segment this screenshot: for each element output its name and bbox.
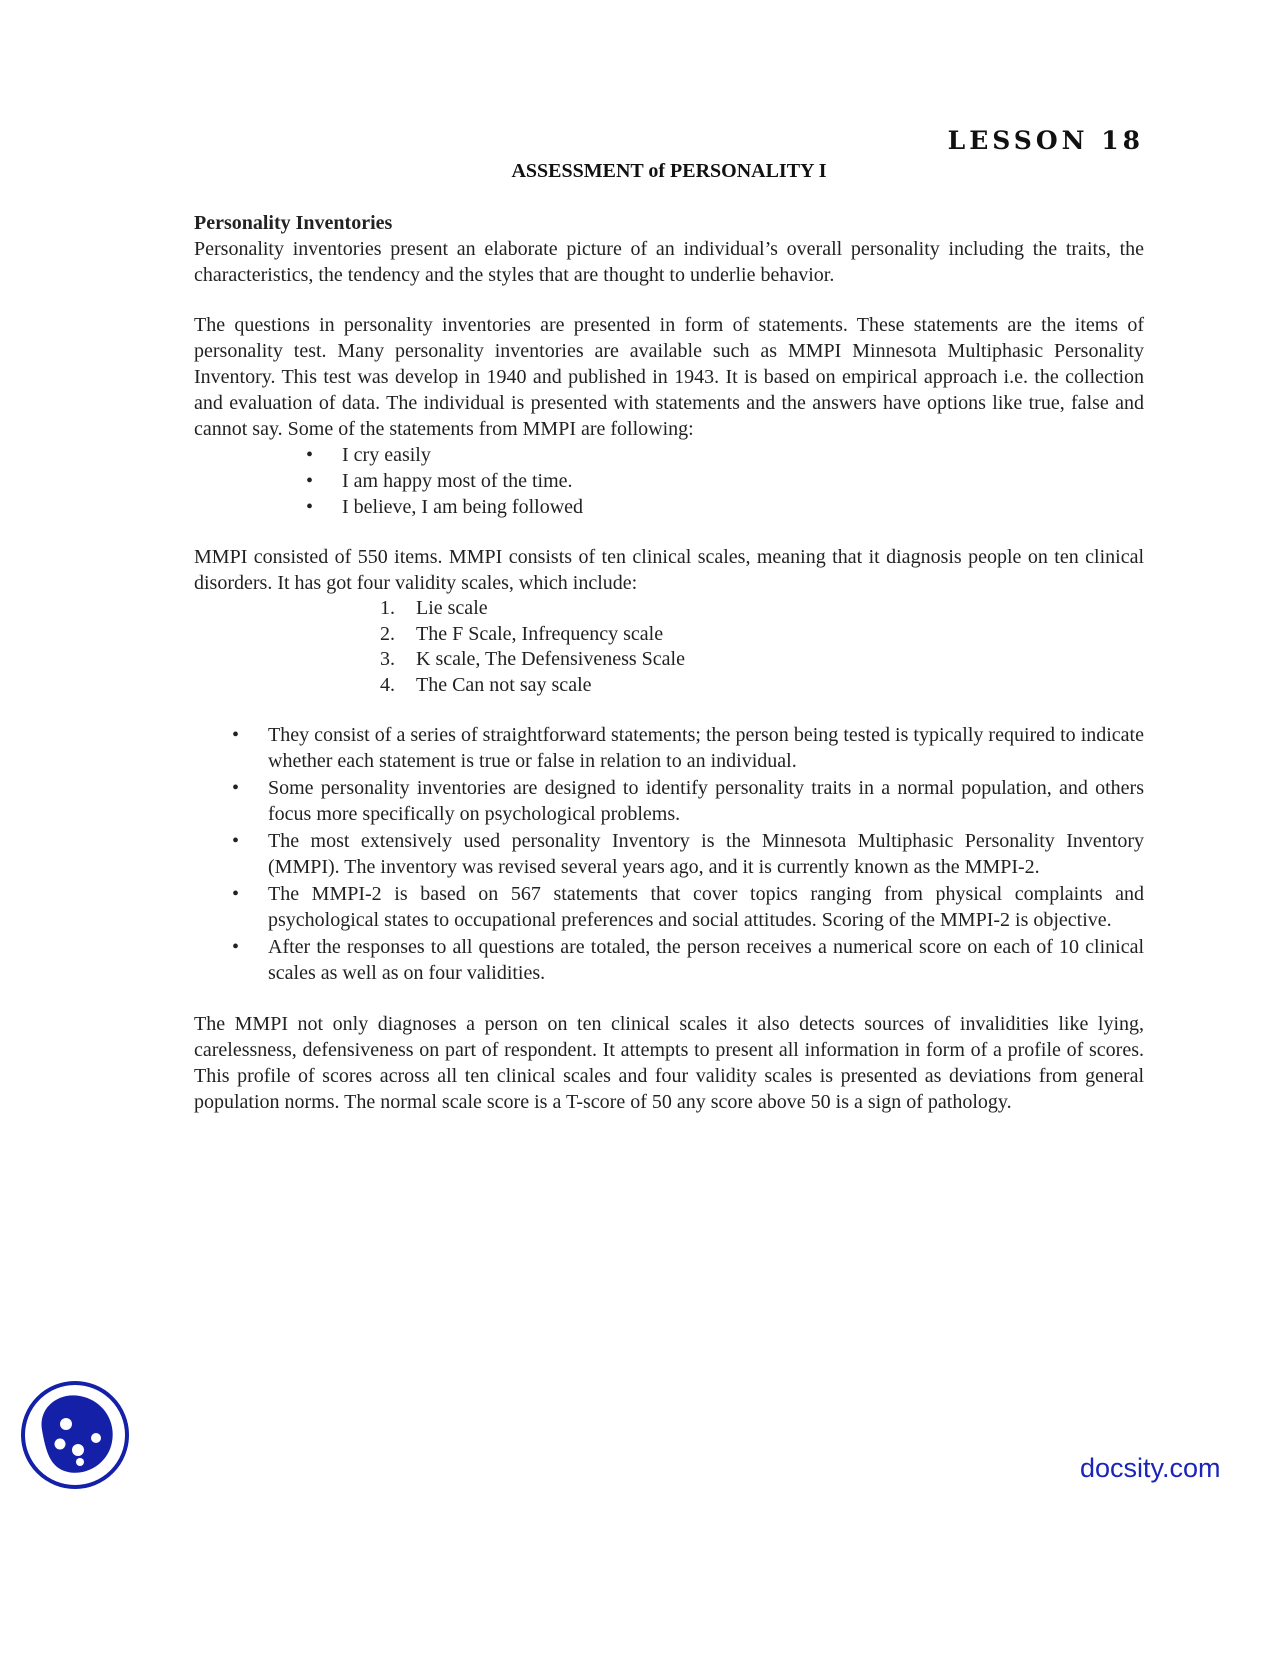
bullet-icon: • (306, 444, 314, 466)
section-heading: Personality Inventories (194, 212, 393, 234)
list-item: • The MMPI-2 is based on 567 statements that cover topics ranging from physical complaints and psychological states to occupational preferences and social attitudes. Scoring of the MMPI-2 is objective. (232, 883, 1144, 931)
mmpi-statements-list (194, 442, 1144, 520)
bullet-icon: • (232, 724, 240, 746)
docsity-link[interactable]: docsity.com (1080, 1453, 1221, 1483)
key-points-list (194, 722, 1144, 986)
bullet-icon: • (232, 777, 240, 799)
lesson-number: LESSON 18 (947, 126, 1144, 155)
list-item: 3. K scale, The Defensiveness Scale (380, 648, 685, 670)
bullet-icon: • (306, 470, 314, 492)
bullet-icon: • (232, 830, 240, 852)
list-item: • They consist of a series of straightforward statements; the person being tested is typically required to indicate whether each statement is true or false in relation to an individual. (232, 724, 1144, 772)
list-item: • I cry easily (306, 444, 431, 466)
intro-paragraph: Personality inventories present an elaborate picture of an individual’s overall personality including the traits, the characteristics, the tendency and the styles that are thought to underlie behavior. (194, 238, 1144, 286)
bullet-icon: • (232, 883, 240, 905)
list-item: • The most extensively used personality Inventory is the Minnesota Multiphasic Personality Inventory (MMPI). The inventory was revised several years ago, and it is currently known as the MMPI-2. (232, 830, 1144, 878)
docsity-logo-icon[interactable] (20, 1380, 130, 1490)
list-item: • Some personality inventories are designed to identify personality traits in a normal population, and others focus more specifically on psychological problems. (232, 777, 1144, 825)
bullet-icon: • (232, 936, 240, 958)
validity-scales-list (194, 596, 1144, 698)
list-item: 4. The Can not say scale (380, 673, 592, 696)
statements-paragraph: The questions in personality inventories are presented in form of statements. These statements are the items of personality test. Many personality inventories are available such as MMPI Minnesota Multiphasic Personality Inventory. This test was develop in 1940 and published in 1943. It is based on empirical approach i.e. the collection and evaluation of data. The individual is presented with statements and the answers have options like true, false and cannot say. Some of the statements from MMPI are following: (194, 314, 1144, 440)
validity-paragraph: MMPI consisted of 550 items. MMPI consists of ten clinical scales, meaning that it diagnosis people on ten clinical disorders. It has got four validity scales, which include: (194, 546, 1144, 594)
list-item: 1. Lie scale (380, 597, 488, 619)
document-body (194, 210, 1144, 1115)
bullet-icon: • (306, 496, 314, 518)
page-title: ASSESSMENT of PERSONALITY I (511, 160, 827, 182)
closing-paragraph: The MMPI not only diagnoses a person on ten clinical scales it also detects sources of invalidities like lying, carelessness, defensiveness on part of respondent. It attempts to present all information in form of a profile of scores. This profile of scores across all ten clinical scales and four validity scales is presented as deviations from general population norms. The normal scale score is a T-score of 50 any score above 50 is a sign of pathology. (194, 1013, 1144, 1113)
list-item: 2. The F Scale, Infrequency scale (380, 622, 664, 645)
list-item: • I believe, I am being followed (306, 496, 584, 518)
list-item: • I am happy most of the time. (306, 470, 573, 492)
list-item: • After the responses to all questions are totaled, the person receives a numerical score on each of 10 clinical scales as well as on four validities. (232, 936, 1144, 984)
